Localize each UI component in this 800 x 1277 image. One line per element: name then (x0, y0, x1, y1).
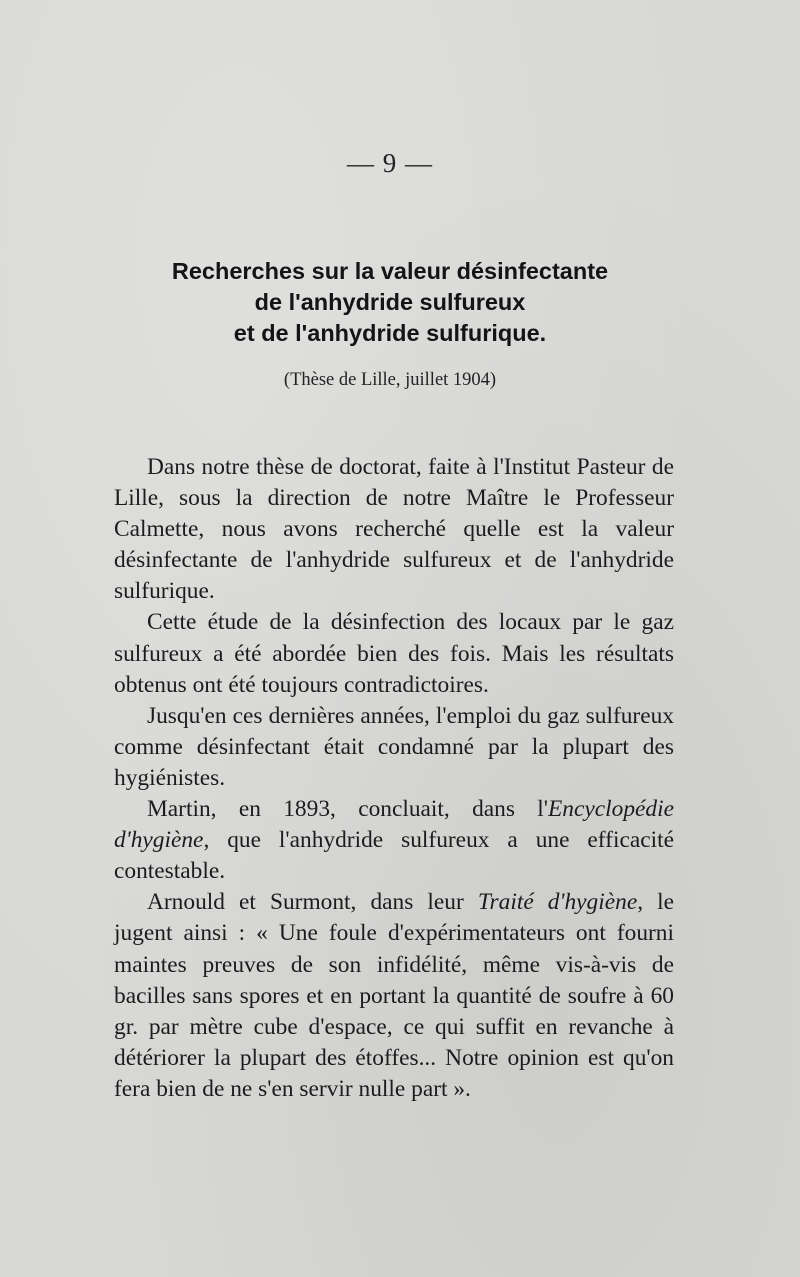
paragraph-2: Cette étude de la désinfection des locaux par le gaz sulfureux a été abordée bien des fois. Mais les résultats obtenus ont été toujours contradictoires. (114, 609, 674, 698)
page-number: — 9 — (347, 148, 433, 178)
paragraph-1: Dans notre thèse de doctorat, faite à l'Institut Pasteur de Lille, sous la direction de notre Maître le Professeur Calmette, nous avons recherché quelle est la valeur désinfectante de l'anhydride sulfureux et de l'anhydride sulfurique. (114, 454, 674, 605)
title-line-3: et de l'anhydride sulfurique. (233, 320, 547, 346)
paragraph-4 (114, 794, 674, 887)
paragraph-4-end: , que l'anhydride sulfureux a une efficacité contestable. (114, 827, 674, 885)
thesis-reference: (Thèse de Lille, juillet 1904) (283, 370, 497, 390)
encyclopedie-title: Encyclopédie d'hygiène (114, 796, 674, 854)
article-title (120, 256, 660, 349)
paragraph-4-start: Martin, en 1893, concluait, dans l' (147, 796, 549, 823)
paragraph-5-end: , le jugent ainsi : « Une foule d'expérimentateurs ont fourni maintes preuves de son infidélité, même vis-à-vis de bacilles sans spores et en portant la quantité de soufre à 60 gr. par mètre cube d'espace, ce qui suffit en revanche à détériorer la plupart des étoffes... Notre opinion est qu'on fera bien de ne s'en servir nulle part ». (114, 889, 675, 1102)
traite-title: Traité d'hygiène (477, 889, 638, 916)
body-text (114, 452, 674, 1105)
title-line-1: Recherches sur la valeur désinfectante (171, 258, 609, 284)
paragraph-3: Jusqu'en ces dernières années, l'emploi du gaz sulfureux comme désinfectant était condamné par la plupart des hygiénistes. (114, 702, 674, 791)
paragraph-5 (114, 887, 674, 1105)
title-line-2: de l'anhydride sulfureux (254, 289, 526, 315)
paragraph-5-start: Arnould et Surmont, dans leur (147, 889, 478, 916)
